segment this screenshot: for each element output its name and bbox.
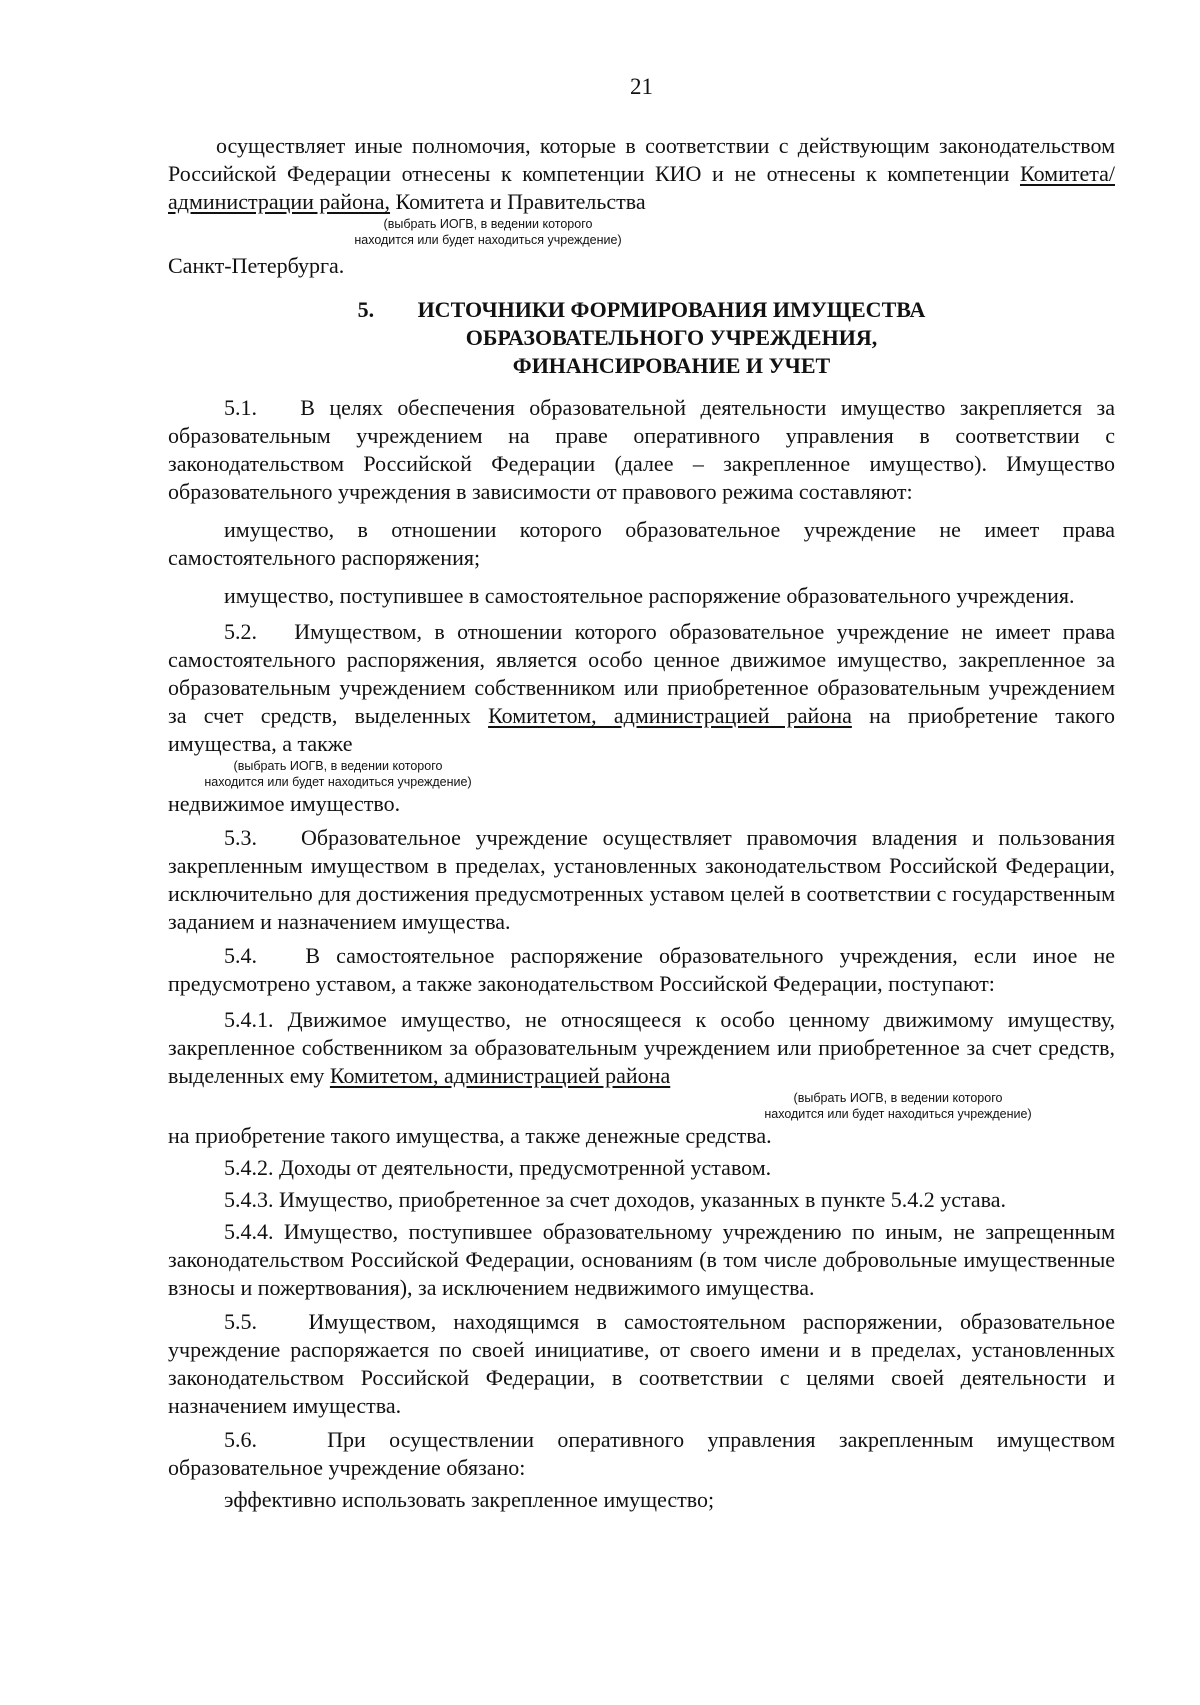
paragraph-5-2-footnote [168,758,488,790]
paragraph-5-4-1-end: на приобретение такого имущества, а также денежные средства. [168,1123,772,1148]
paragraph-5-4-3: 5.4.3. Имущество, приобретенное за счет доходов, указанных в пункте 5.4.2 устава. [224,1187,1007,1212]
paragraph-5-2-note-line2: находится или будет находиться учреждение) [204,775,472,789]
intro-tail: Комитета и Правительства [390,189,646,214]
paragraph-5-4-1 [168,1006,1115,1090]
paragraph-5-1-item-b: имущество, поступившее в самостоятельное распоряжение образовательного учреждения. [224,583,1075,608]
intro-authority-link: Комитета/администрации района, [168,161,1115,214]
paragraph-5-4-1-note-line2: находится или будет находиться учреждение) [764,1107,1032,1121]
paragraph-5-2-end: недвижимое имущество. [168,791,401,816]
document-body [168,132,1115,1514]
page-number: 21 [630,74,653,99]
paragraph-5-4-4: 5.4.4. Имущество, поступившее образовательному учреждению по иным, не запрещенным законодательством Российской Федерации, основаниям (в том числе добровольные имущественные взносы и пожертвования), за исключением недвижимого имущества. [168,1219,1115,1300]
section-title [418,296,926,380]
intro-end: Санкт-Петербурга. [168,253,345,278]
document-page [168,0,1115,1705]
paragraph-5-6-item-a: эффективно использовать закрепленное имущество; [224,1487,715,1512]
paragraph-5-4: 5.4. В самостоятельное распоряжение образовательного учреждения, если иное не предусмотрено уставом, а также законодательством Российской Федерации, поступают: [168,943,1115,996]
paragraph-5-5: 5.5. Имуществом, находящимся в самостоятельном распоряжении, образовательное учреждение распоряжается по своей инициативе, от своего имени и в пределах, установленных законодательством Российской Федерации, в соответствии с целями своей деятельности и назначением имущества. [168,1309,1115,1418]
intro-note-line2: находится или будет находиться учреждение) [354,233,622,247]
paragraph-5-2-note-line1: (выбрать ИОГВ, в ведении которого [233,759,443,773]
paragraph-5-3: 5.3. Образовательное учреждение осуществляет правомочия владения и пользования закрепленным имуществом в пределах, установленных законодательством Российской Федерации, исключительно для достижения предусмотренных уставом целей в соответствии с государственным заданием и назначением имущества. [168,825,1115,934]
paragraph-5-6: 5.6. При осуществлении оперативного управления закрепленным имуществом образовательное учреждение обязано: [168,1427,1115,1480]
paragraph-5-4-2: 5.4.2. Доходы от деятельности, предусмотренной уставом. [224,1155,772,1180]
paragraph-5-4-1-note-line1: (выбрать ИОГВ, в ведении которого [793,1091,1003,1105]
paragraph-5-4-1-footnote [728,1090,1068,1122]
paragraph-5-2 [168,618,1115,758]
intro-text: осуществляет иные полномочия, которые в соответствии с действующим законодательством Российской Федерации отнесены к компетенции КИО и не отнесены к компетенции [168,133,1115,186]
paragraph-5-1: 5.1. В целях обеспечения образовательной деятельности имущество закрепляется за образовательным учреждением на праве оперативного управления в соответствии с законодательством Российской Федерации (далее – закрепленное имущество). Имущество образовательного учреждения в зависимости от правового режима составляют: [168,395,1115,504]
paragraph-5-2-tail: на приобретение такого имущества, а также [168,703,1116,756]
intro-paragraph [168,132,1115,216]
paragraph-5-4-1-authority-link: Комитетом, администрацией района [329,1063,671,1088]
section-number: 5. [357,297,375,322]
paragraph-5-4-1-text: 5.4.1. Движимое имущество, не относящееся к особо ценному движимому имуществу, закрепленное собственником за образовательным учреждением или приобретенное за счет средств, выделенных ему [168,1007,1115,1088]
paragraph-5-1-item-a: имущество, в отношении которого образовательное учреждение не имеет права самостоятельного распоряжения; [168,517,1115,570]
section-heading [168,296,1115,380]
paragraph-5-2-text: 5.2. Имуществом, в отношении которого образовательное учреждение не имеет права самостоятельного распоряжения, является особо ценное движимое имущество, закрепленное за образовательным учреждением собственником или приобретенное образовательным учреждением за счет средств, выделенных [168,619,1115,728]
section-title-line3: ФИНАНСИРОВАНИЕ И УЧЕТ [512,353,831,378]
section-title-line2: ОБРАЗОВАТЕЛЬНОГО УЧРЕЖДЕНИЯ, [465,325,878,350]
section-title-line1: ИСТОЧНИКИ ФОРМИРОВАНИЯ ИМУЩЕСТВА [417,297,926,322]
intro-footnote [168,216,708,248]
paragraph-5-2-authority-link: Комитетом, администрацией района [488,703,852,728]
intro-note-line1: (выбрать ИОГВ, в ведении которого [383,217,593,231]
